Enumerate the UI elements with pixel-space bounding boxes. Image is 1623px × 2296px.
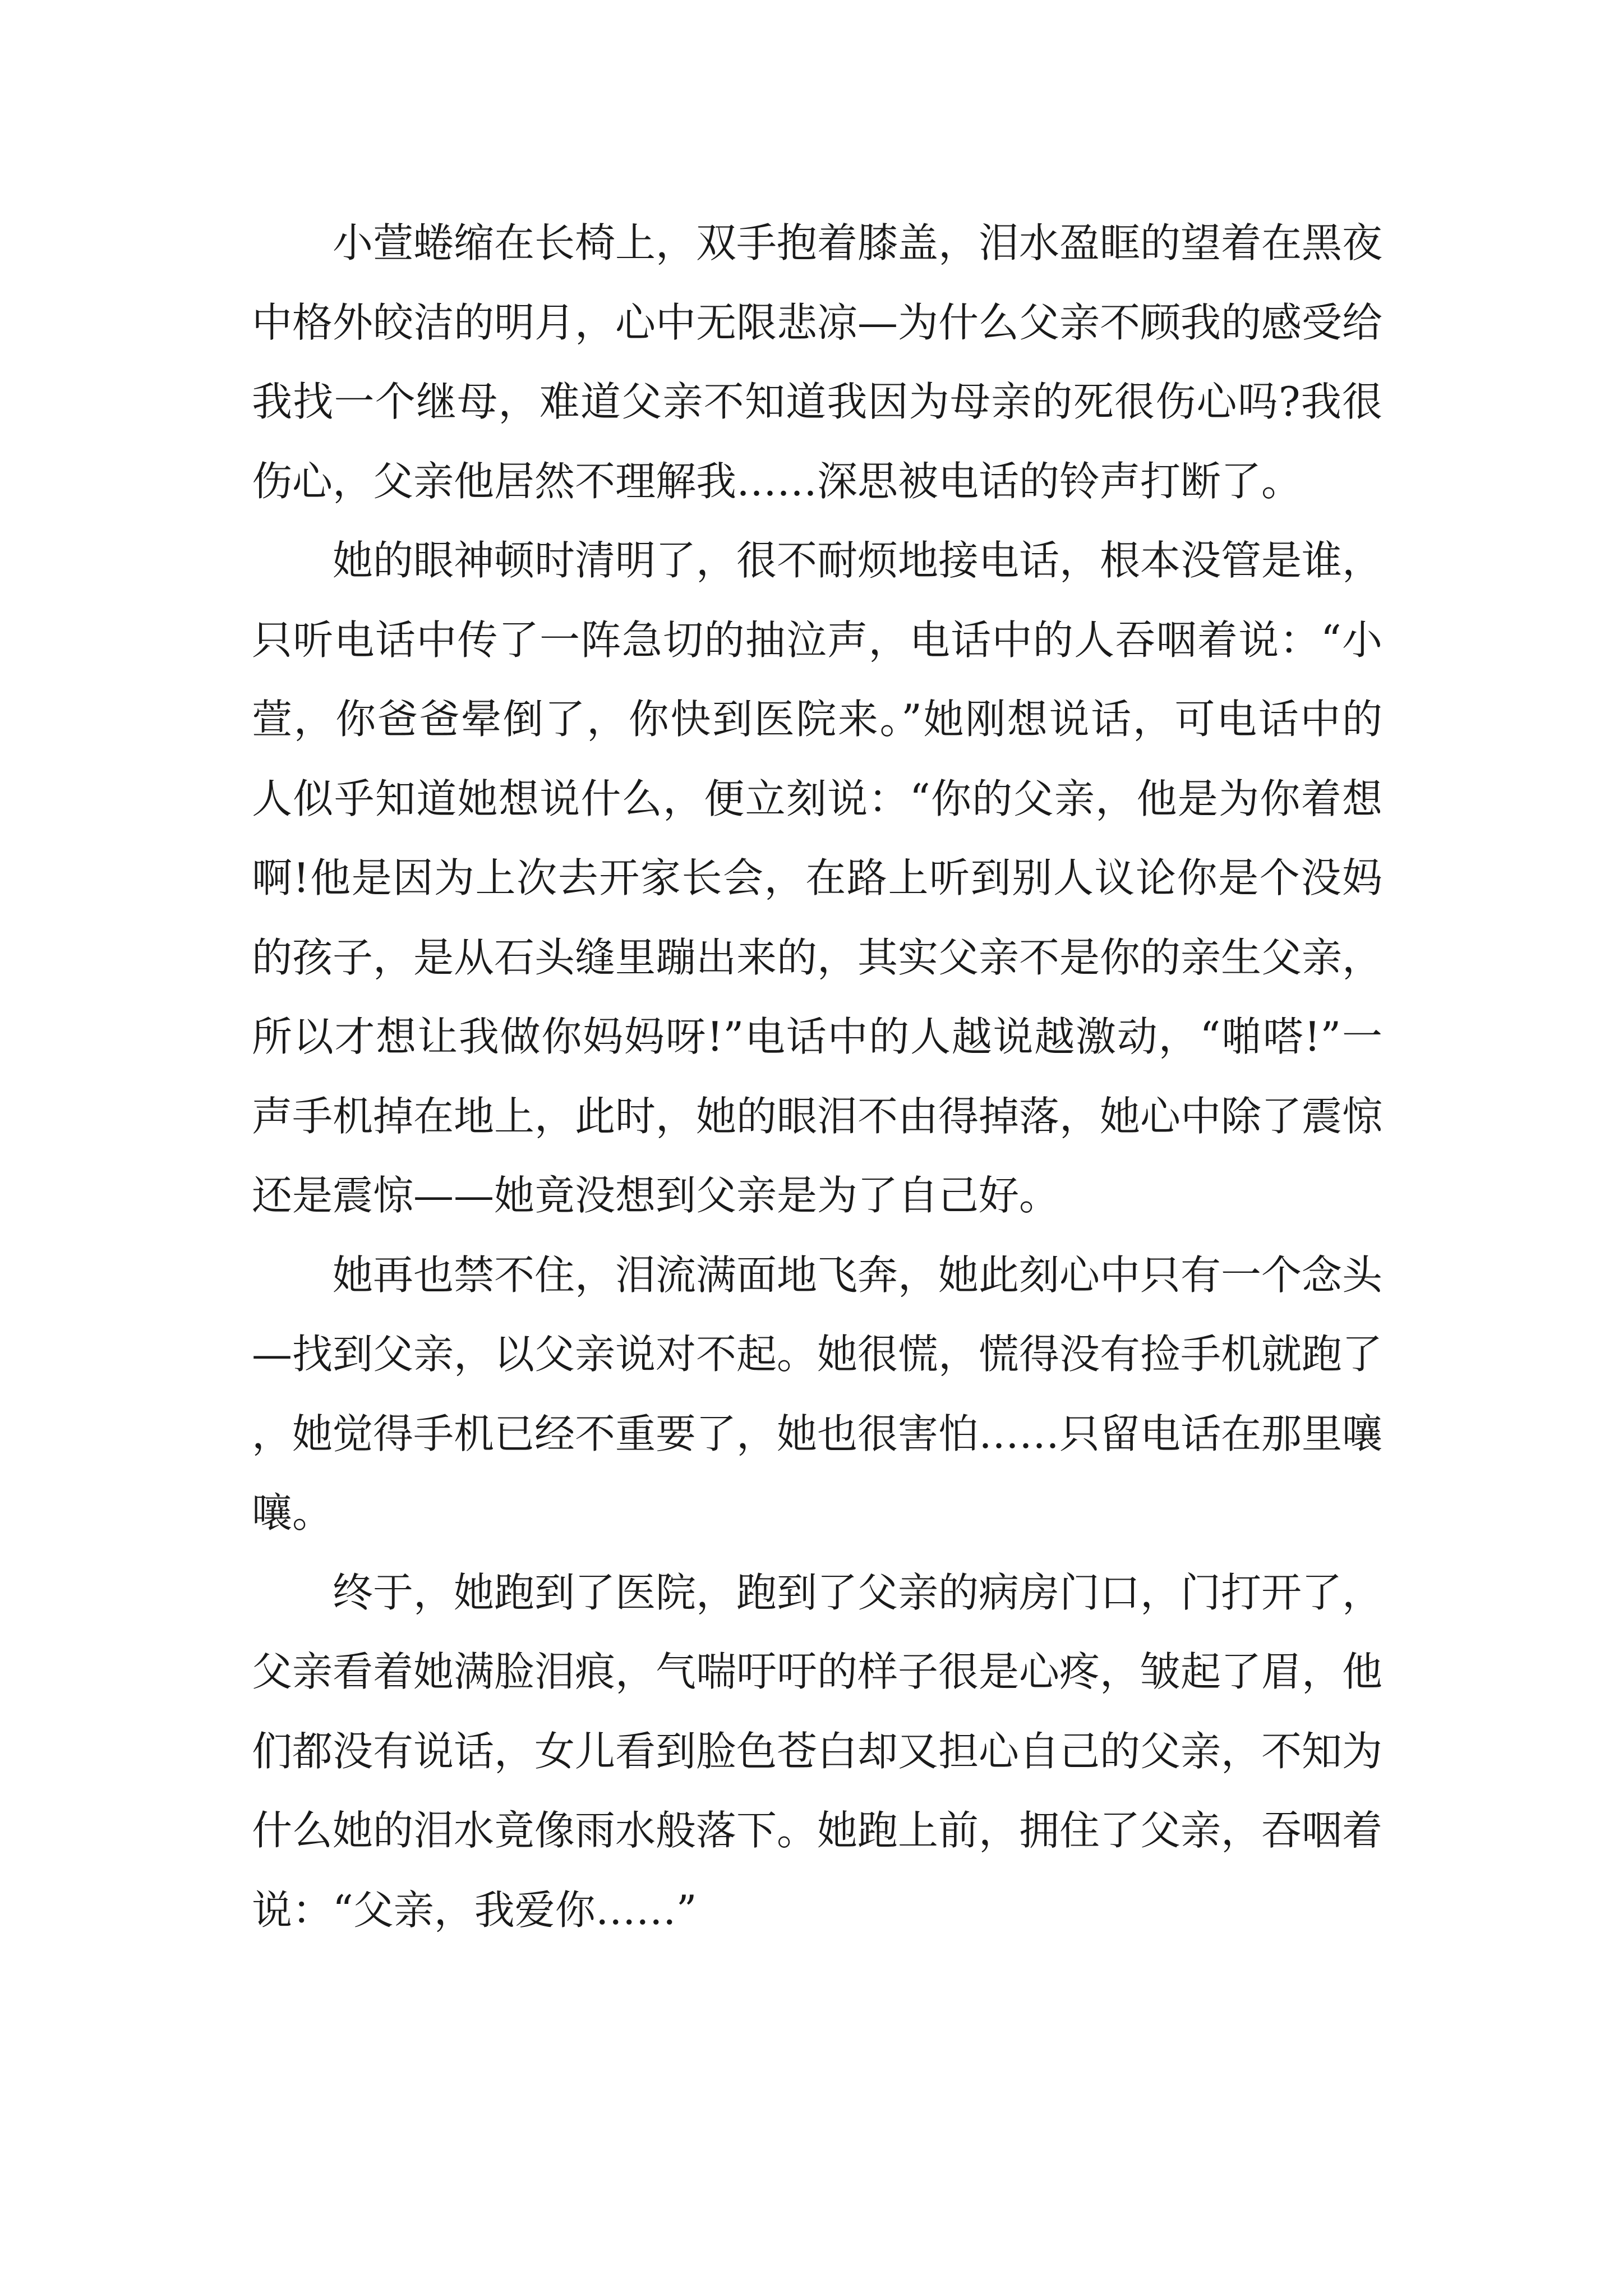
paragraph-3: 她再也禁不住，泪流满面地飞奔，她此刻心中只有一个念头—找到父亲，以父亲说对不起。她很慌，慌得没有捡手机就跑了，她觉得手机已经不重要了，她也很害怕……只留电话在那里嚷嚷。 — [252, 1251, 1383, 1536]
story-text — [252, 204, 1382, 1950]
paragraph-4: 终于，她跑到了医院，跑到了父亲的病房门口，门打开了，父亲看着她满脸泪痕，气喘吁吁的样子很是心疼，皱起了眉，他们都没有说话，女儿看到脸色苍白却又担心自己的父亲，不知为什么她的泪水竟像雨水般落下。她跑上前，拥住了父亲，吞咽着说：“父亲，我爱你……” — [252, 1568, 1383, 1934]
paragraph-1: 小萱蜷缩在长椅上，双手抱着膝盖，泪水盈眶的望着在黑夜中格外皎洁的明月，心中无限悲凉—为什么父亲不顾我的感受给我找一个继母，难道父亲不知道我因为母亲的死很伤心吗?我很伤心，父亲他居然不理解我……深思被电话的铃声打断了。 — [252, 219, 1383, 505]
paragraph-2: 她的眼神顿时清明了，很不耐烦地接电话，根本没管是谁，只听电话中传了一阵急切的抽泣声，电话中的人吞咽着说：“小萱，你爸爸晕倒了，你快到医院来。”她刚想说话，可电话中的人似乎知道她想说什么，便立刻说：“你的父亲，他是为你着想啊!他是因为上次去开家长会，在路上听到别人议论你是个没妈的孩子，是从石头缝里蹦出来的，其实父亲不是你的亲生父亲，所以才想让我做你妈妈呀!”电话中的人越说越激动，“啪嗒!”一声手机掉在地上，此时，她的眼泪不由得掉落，她心中除了震惊还是震惊——她竟没想到父亲是为了自己好。 — [252, 537, 1383, 1219]
